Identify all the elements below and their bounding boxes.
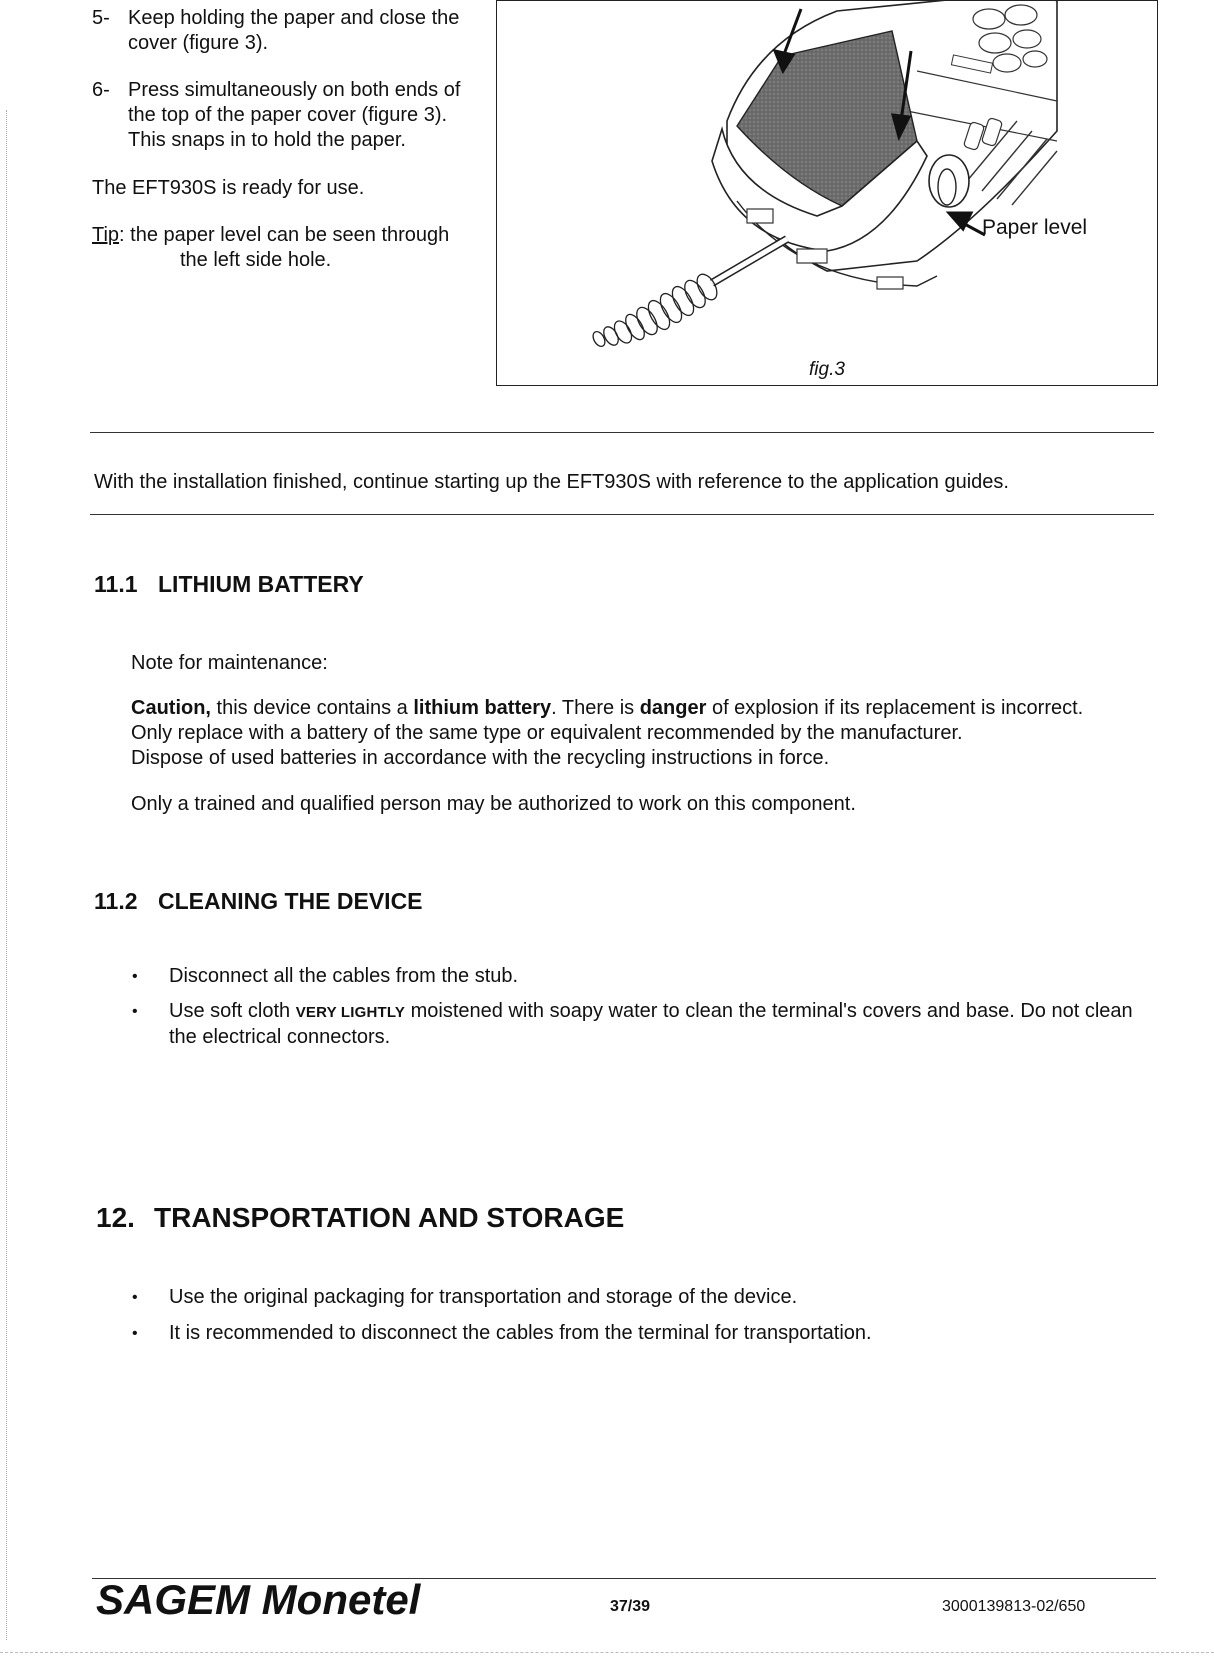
divider-top	[90, 432, 1154, 433]
step-text: Press simultaneously on both ends of the top of the paper cover (figure 3). This snaps in to hold the paper.	[128, 79, 461, 151]
replace-instruction: Only replace with a battery of the same type or equivalent recommended by the manufacturer.	[131, 722, 963, 744]
heading-title: CLEANING THE DEVICE	[158, 888, 423, 914]
install-note: With the installation finished, continue starting up the EFT930S with reference to the application guides.	[94, 471, 1009, 493]
heading-title: LITHIUM BATTERY	[158, 571, 364, 597]
divider-bottom	[90, 514, 1154, 515]
heading-number: 11.2	[94, 888, 138, 914]
list-item	[132, 1321, 1152, 1346]
terminal-illustration	[497, 1, 1158, 386]
heading-number: 11.1	[94, 571, 138, 597]
list-item	[132, 1285, 1152, 1310]
bullet-glyph: •	[132, 1003, 138, 1020]
list-item	[132, 999, 1152, 1050]
caution-label: Caution,	[131, 697, 211, 719]
step-number: 5-	[92, 7, 110, 29]
heading-11-1	[94, 571, 364, 598]
maintenance-note: Note for maintenance:	[131, 652, 328, 674]
list-item-text: Use the original packaging for transportation and storage of the device.	[169, 1286, 798, 1308]
step-6	[92, 78, 482, 153]
tip-text-2: the left side hole.	[180, 249, 332, 271]
qualified-person-note: Only a trained and qualified person may be authorized to work on this component.	[131, 793, 856, 815]
heading-title: TRANSPORTATION AND STORAGE	[154, 1202, 625, 1233]
dispose-instruction: Dispose of used batteries in accordance with the recycling instructions in force.	[131, 747, 830, 769]
bullet-glyph: •	[132, 968, 138, 985]
list-item-text: Use soft cloth VERY LIGHTLY moistened with soapy water to clean the terminal's covers and base. Do not clean the electrical connectors.	[169, 1000, 1133, 1048]
paper-level-callout: Paper level	[982, 216, 1088, 239]
page-bottom-edge	[0, 1652, 1214, 1653]
step-text: Keep holding the paper and close the cover (figure 3).	[128, 7, 460, 54]
figure-caption: fig.3	[809, 359, 845, 380]
step-number: 6-	[92, 79, 110, 101]
heading-12	[96, 1202, 624, 1234]
page-number: 37/39	[610, 1598, 651, 1615]
caution-paragraph	[131, 696, 1161, 771]
ready-text: The EFT930S is ready for use.	[92, 177, 365, 199]
tip-text: : the paper level can be seen through	[119, 224, 450, 246]
brand-logo: SAGEM Monetel	[96, 1576, 421, 1623]
margin-scan-line	[6, 110, 7, 1640]
heading-number: 12.	[96, 1202, 135, 1233]
list-item-text: It is recommended to disconnect the cables from the terminal for transportation.	[169, 1322, 872, 1344]
lithium-battery-emphasis: lithium battery	[413, 697, 552, 719]
caution-text: of explosion if its replacement is incorrect.	[706, 697, 1084, 719]
figure-3	[496, 0, 1158, 386]
tip-label: Tip	[92, 224, 120, 246]
caution-text: this device contains a	[211, 697, 414, 719]
bullet-glyph: •	[132, 1325, 138, 1342]
list-item	[132, 964, 1152, 989]
document-reference: 3000139813-02/650	[942, 1598, 1086, 1615]
bullet-glyph: •	[132, 1289, 138, 1306]
heading-11-2	[94, 888, 423, 915]
caution-text: . There is	[551, 697, 640, 719]
step-5	[92, 6, 482, 56]
danger-emphasis: danger	[639, 697, 707, 719]
very-lightly-emphasis: VERY LIGHTLY	[295, 1004, 406, 1021]
list-item-text: Disconnect all the cables from the stub.	[169, 965, 519, 987]
tip	[92, 223, 492, 273]
